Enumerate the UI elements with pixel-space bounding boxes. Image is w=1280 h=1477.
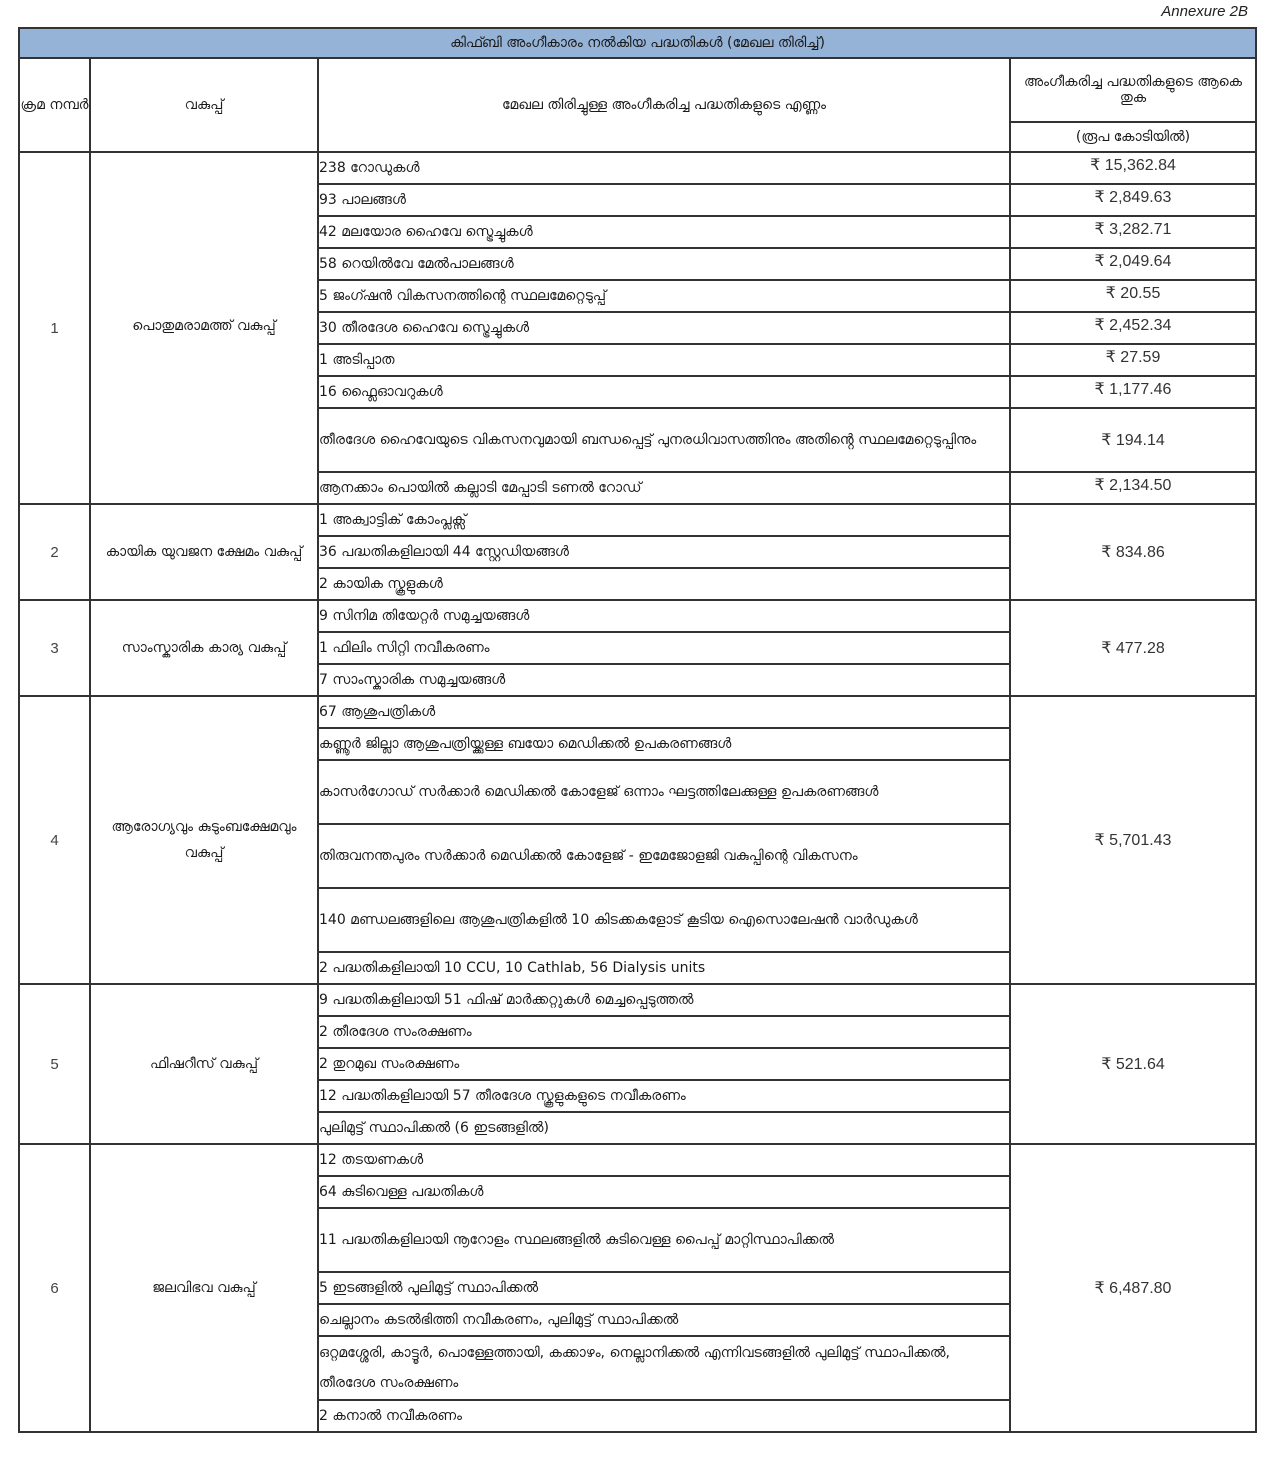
project-cell: 11 പദ്ധതികളിലായി നൂറോളം സ്ഥലങ്ങളിൽ കുടിവെള്ള പൈപ്പ് മാറ്റിസ്ഥാപിക്കൽ — [318, 1208, 1010, 1272]
header-projects: മേഖല തിരിച്ചുള്ള അംഗീകരിച്ച പദ്ധതികളുടെ എണ്ണം — [318, 58, 1010, 152]
project-cell: 1 ഫിലിം സിറ്റി നവീകരണം — [318, 632, 1010, 664]
department-name: സാംസ്കാരിക കാര്യ വകുപ്പ് — [90, 600, 318, 696]
project-cell: 140 മണ്ഡലങ്ങളിലെ ആശുപത്രികളിൽ 10 കിടക്കകളോട് കൂടിയ ഐസൊലേഷൻ വാർഡുകൾ — [318, 888, 1010, 952]
project-cell: 2 കനാൽ നവീകരണം — [318, 1400, 1010, 1432]
department-cell — [90, 152, 318, 504]
project-cell: 42 മലയോര ഹൈവേ സ്ട്രെച്ചുകൾ — [318, 216, 1010, 248]
project-cell: 64 കുടിവെള്ള പദ്ധതികൾ — [318, 1176, 1010, 1208]
amount-cell: ₹ 194.14 — [1010, 408, 1256, 472]
project-cell: 2 തുറമുഖ സംരക്ഷണം — [318, 1048, 1010, 1080]
amount-cell: ₹ 521.64 — [1010, 984, 1256, 1144]
amount-cell: ₹ 2,049.64 — [1010, 248, 1256, 280]
table-row — [19, 1144, 1256, 1176]
project-cell: ഒറ്റമശ്ശേരി, കാട്ടൂർ, പൊള്ളേത്തായി, കക്കാഴം, നെല്ലാനിക്കൽ എന്നിവടങ്ങളിൽ പുലിമുട്ട് സ്ഥാപിക്കൽ, തീരദേശ സംരക്ഷണം — [318, 1336, 1010, 1400]
project-cell: 2 കായിക സ്കൂളുകൾ — [318, 568, 1010, 600]
project-cell: 5 ജംഗ്ഷൻ വികസനത്തിന്റെ സ്ഥലമേറ്റെടുപ്പ് — [318, 280, 1010, 312]
project-cell: 93 പാലങ്ങൾ — [318, 184, 1010, 216]
project-cell: 30 തീരദേശ ഹൈവേ സ്ട്രെച്ചുകൾ — [318, 312, 1010, 344]
project-cell: 2 പദ്ധതികളിലായി 10 CCU, 10 Cathlab, 56 Dialysis units — [318, 952, 1010, 984]
amount-cell: ₹ 1,177.46 — [1010, 376, 1256, 408]
project-cell: 58 റെയിൽവേ മേൽപാലങ്ങൾ — [318, 248, 1010, 280]
table-row — [19, 600, 1256, 632]
project-cell: 12 തടയണകൾ — [318, 1144, 1010, 1176]
project-cell: കണ്ണൂർ ജില്ലാ ആശുപത്രിയ്ക്കുള്ള ബയോ മെഡിക്കൽ ഉപകരണങ്ങൾ — [318, 728, 1010, 760]
projects-table — [18, 27, 1257, 1433]
project-cell: 1 അക്വാട്ടിക് കോംപ്ലക്സ് — [318, 504, 1010, 536]
amount-cell: ₹ 2,849.63 — [1010, 184, 1256, 216]
serial-cell: 4 — [19, 696, 90, 984]
amount-cell: ₹ 834.86 — [1010, 504, 1256, 600]
project-cell: 9 പദ്ധതികളിലായി 51 ഫിഷ് മാർക്കറ്റുകൾ മെച്ചപ്പെടുത്തൽ — [318, 984, 1010, 1016]
department-name: ജലവിഭവ വകുപ്പ് — [90, 1144, 318, 1432]
department-name: പൊതുമരാമത്ത് വകുപ്പ് — [132, 318, 276, 334]
project-cell: പുലിമുട്ട് സ്ഥാപിക്കൽ (6 ഇടങ്ങളിൽ) — [318, 1112, 1010, 1144]
project-cell: 238 റോഡുകൾ — [318, 152, 1010, 184]
project-cell: 16 ഫ്ലൈഓവറുകൾ — [318, 376, 1010, 408]
table-row — [19, 984, 1256, 1016]
project-cell: 7 സാംസ്കാരിക സമുച്ചയങ്ങൾ — [318, 664, 1010, 696]
department-name: കായിക യുവജന ക്ഷേമം വകുപ്പ് — [90, 504, 318, 600]
project-cell: 1 അടിപ്പാത — [318, 344, 1010, 376]
amount-cell: ₹ 20.55 — [1010, 280, 1256, 312]
project-cell: 12 പദ്ധതികളിലായി 57 തീരദേശ സ്കൂളുകളുടെ നവീകരണം — [318, 1080, 1010, 1112]
header-row — [19, 58, 1256, 122]
project-cell: 67 ആശുപത്രികൾ — [318, 696, 1010, 728]
project-cell: 2 തീരദേശ സംരക്ഷണം — [318, 1016, 1010, 1048]
project-cell: കാസർഗോഡ് സർക്കാർ മെഡിക്കൽ കോളേജ് ഒന്നാം ഘട്ടത്തിലേക്കുള്ള ഉപകരണങ്ങൾ — [318, 760, 1010, 824]
serial-cell: 5 — [19, 984, 90, 1144]
serial-cell: 3 — [19, 600, 90, 696]
table-row — [19, 152, 1256, 184]
amount-cell: ₹ 477.28 — [1010, 600, 1256, 696]
amount-cell: ₹ 15,362.84 — [1010, 152, 1256, 184]
header-amount-unit: (രൂപ കോടിയിൽ) — [1010, 122, 1256, 152]
amount-cell: ₹ 3,282.71 — [1010, 216, 1256, 248]
amount-cell: ₹ 2,134.50 — [1010, 472, 1256, 504]
project-cell: 5 ഇടങ്ങളിൽ പുലിമുട്ട് സ്ഥാപിക്കൽ — [318, 1272, 1010, 1304]
project-cell: തീരദേശ ഹൈവേയുടെ വികസനവുമായി ബന്ധപ്പെട്ട് പുനരധിവാസത്തിനും അതിൻ്റെ സ്ഥലമേറ്റെടുപ്പിനും — [318, 408, 1010, 472]
table-title: കിഫ്ബി അംഗീകാരം നൽകിയ പദ്ധതികൾ (മേഖല തിരിച്ച്) — [19, 28, 1256, 58]
project-cell: 36 പദ്ധതികളിലായി 44 സ്റ്റേഡിയങ്ങൾ — [318, 536, 1010, 568]
serial-cell: 6 — [19, 1144, 90, 1432]
project-cell: ചെല്ലാനം കടൽഭിത്തി നവീകരണം, പുലിമുട്ട് സ്ഥാപിക്കൽ — [318, 1304, 1010, 1336]
serial-cell: 1 — [19, 152, 90, 504]
table-row — [19, 504, 1256, 536]
project-cell: തിരുവനന്തപുരം സർക്കാർ മെഡിക്കൽ കോളേജ് - ഇമേജോളജി വകുപ്പിന്റെ വികസനം — [318, 824, 1010, 888]
department-name: ആരോഗ്യവും കുടുംബക്ഷേമവും വകുപ്പ് — [90, 696, 318, 984]
amount-cell: ₹ 2,452.34 — [1010, 312, 1256, 344]
header-amount: അംഗീകരിച്ച പദ്ധതികളുടെ ആകെ തുക — [1010, 58, 1256, 122]
annexure-label: Annexure 2B — [1161, 3, 1248, 20]
project-cell: 9 സിനിമ തിയേറ്റർ സമുച്ചയങ്ങൾ — [318, 600, 1010, 632]
serial-cell: 2 — [19, 504, 90, 600]
amount-cell: ₹ 27.59 — [1010, 344, 1256, 376]
amount-cell: ₹ 6,487.80 — [1010, 1144, 1256, 1432]
header-serial: ക്രമ നമ്പർ — [19, 58, 90, 152]
table-row — [19, 696, 1256, 728]
department-name: ഫിഷറീസ് വകുപ്പ് — [90, 984, 318, 1144]
amount-cell: ₹ 5,701.43 — [1010, 696, 1256, 984]
project-cell: ആനക്കാം പൊയിൽ കല്ലാടി മേപ്പാടി ടണൽ റോഡ് — [318, 472, 1010, 504]
table-title-row — [19, 28, 1256, 58]
header-department: വകുപ്പ് — [90, 58, 318, 152]
